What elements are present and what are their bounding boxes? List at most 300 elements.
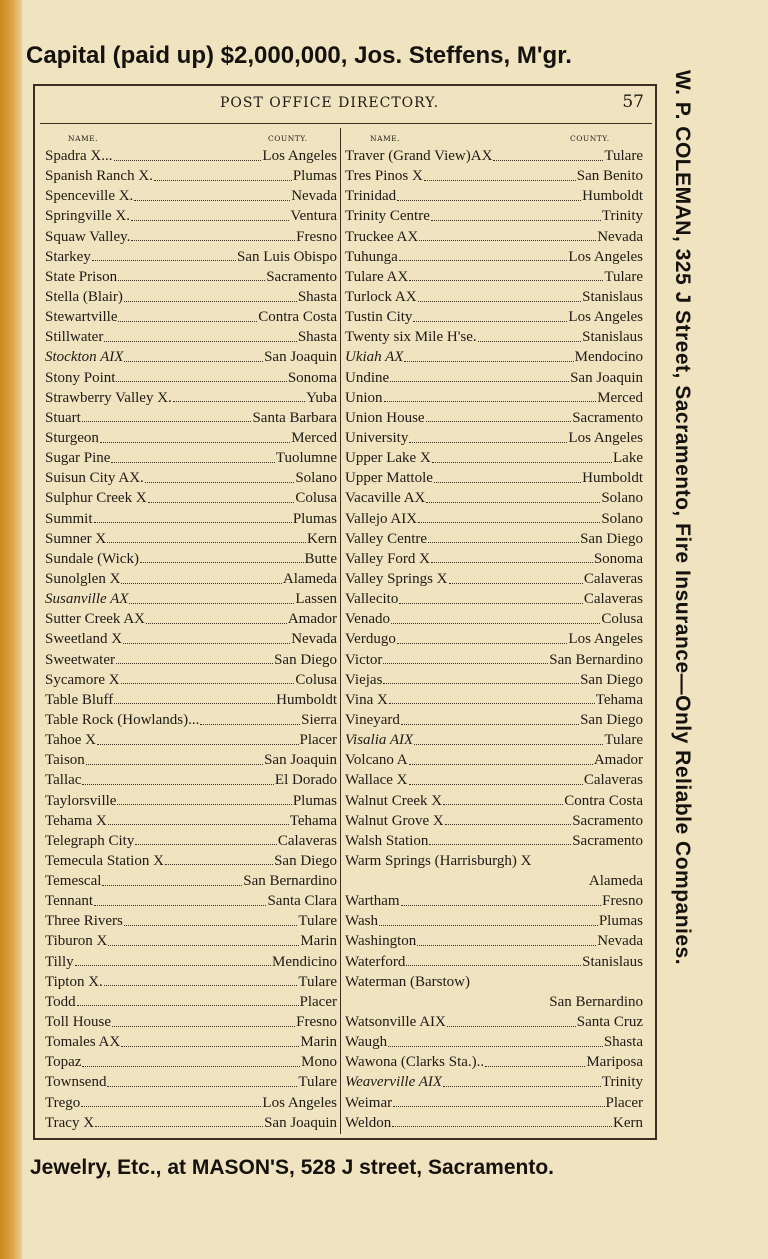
dot-leader: [449, 583, 583, 584]
directory-entry: [345, 428, 643, 448]
county-name: Mariposa: [586, 1054, 643, 1071]
place-name: Summit: [45, 510, 93, 527]
dot-leader: [431, 562, 593, 563]
county-name: Fresno: [296, 1014, 337, 1031]
directory-entry: [345, 871, 643, 891]
directory-entry: [345, 488, 643, 508]
dot-leader: [417, 945, 596, 946]
dot-leader: [406, 965, 581, 966]
place-name: Sutter Creek AX: [45, 611, 145, 628]
dot-leader: [97, 744, 299, 745]
county-name: Ventura: [290, 208, 337, 225]
county-name: Merced: [597, 389, 643, 406]
place-name: Sunolglen X: [45, 570, 121, 587]
directory-entry: [345, 770, 643, 790]
dot-leader: [392, 1126, 612, 1127]
directory-entry: [45, 710, 337, 730]
county-name: Amador: [593, 752, 643, 769]
directory-entry: [45, 972, 337, 992]
county-name: San Diego: [580, 711, 643, 728]
dot-leader: [118, 280, 265, 281]
directory-entry: [345, 911, 643, 931]
county-name: San Benito: [576, 168, 643, 185]
directory-entry: [345, 408, 643, 428]
county-name: Sonoma: [287, 369, 337, 386]
place-name: Sugar Pine: [45, 450, 111, 467]
directory-entry: [45, 750, 337, 770]
county-name: Trinity: [601, 1074, 643, 1091]
dot-leader: [445, 824, 571, 825]
county-name: Plumas: [292, 168, 337, 185]
county-name: Shasta: [297, 288, 337, 305]
dot-leader: [173, 401, 305, 402]
place-name: Trego: [45, 1094, 81, 1111]
dot-leader: [404, 361, 573, 362]
directory-entry: [45, 287, 337, 307]
place-name: Valley Centre: [345, 530, 428, 547]
directory-entry: [345, 1072, 643, 1092]
dot-leader: [145, 482, 295, 483]
dot-leader: [121, 683, 295, 684]
place-name: Upper Mattole: [345, 470, 433, 487]
directory-entry: [345, 388, 643, 408]
place-name: Sundale (Wick): [45, 550, 139, 567]
dot-leader: [409, 784, 583, 785]
right-directory-column: [345, 146, 643, 1133]
dot-leader: [390, 381, 569, 382]
place-name: Table Bluff: [45, 691, 114, 708]
place-name: Truckee AX: [345, 228, 419, 245]
dot-leader: [117, 804, 291, 805]
directory-entry: [45, 408, 337, 428]
place-name: Tahoe X: [45, 732, 97, 749]
directory-entry: [45, 227, 337, 247]
directory-entry: [45, 952, 337, 972]
county-name: Amador: [287, 611, 337, 628]
directory-entry: [345, 1113, 643, 1133]
directory-entry: [345, 307, 643, 327]
county-name: Kern: [307, 530, 337, 547]
directory-entry: [45, 347, 337, 367]
county-name: Tulare: [298, 1074, 337, 1091]
dot-leader: [146, 623, 287, 624]
dot-leader: [393, 1106, 604, 1107]
directory-entry: [345, 287, 643, 307]
directory-entry: [345, 529, 643, 549]
county-name: Los Angeles: [568, 248, 643, 265]
place-name: Stuart: [45, 409, 81, 426]
dot-leader: [111, 462, 274, 463]
directory-entry: [45, 1093, 337, 1113]
dot-leader: [413, 321, 567, 322]
directory-entry: [345, 952, 643, 972]
place-name: Townsend: [45, 1074, 107, 1091]
dot-leader: [82, 784, 273, 785]
dot-leader: [493, 160, 603, 161]
place-name: Stella (Blair): [45, 288, 123, 305]
dot-leader: [434, 482, 581, 483]
county-name: San Bernardino: [549, 651, 643, 668]
directory-entry: [45, 811, 337, 831]
directory-entry: [345, 730, 643, 750]
county-name: Lassen: [295, 591, 337, 608]
county-name: Tulare: [604, 732, 643, 749]
dot-leader: [94, 905, 266, 906]
county-name: Sierra: [301, 711, 337, 728]
place-name: Walnut Grove X: [345, 812, 444, 829]
directory-entry: [45, 629, 337, 649]
dot-leader: [123, 643, 290, 644]
directory-entry: [345, 972, 643, 992]
directory-entry: [345, 750, 643, 770]
directory-entry: [345, 851, 643, 871]
directory-entry: [45, 609, 337, 629]
dot-leader: [77, 1005, 299, 1006]
dot-leader: [121, 1046, 299, 1047]
directory-entry: [345, 267, 643, 287]
dot-leader: [409, 442, 567, 443]
place-name: State Prison: [45, 268, 118, 285]
county-name: Calaveras: [583, 772, 643, 789]
county-name: Los Angeles: [262, 1094, 337, 1111]
place-name: Sulphur Creek X: [45, 490, 147, 507]
county-name: Marin: [300, 1034, 337, 1051]
directory-entry: [345, 227, 643, 247]
directory-entry: [345, 468, 643, 488]
place-name: Weaverville AIX: [345, 1074, 443, 1091]
directory-entry: [345, 368, 643, 388]
dot-leader: [148, 502, 295, 503]
place-name: Tustin City: [345, 309, 413, 326]
county-name: Calaveras: [583, 591, 643, 608]
county-name: Nevada: [597, 933, 643, 950]
place-name: Taison: [45, 752, 85, 769]
county-name: Los Angeles: [262, 148, 337, 164]
directory-entry: [345, 347, 643, 367]
dot-leader: [95, 1126, 263, 1127]
county-name: San Luis Obispo: [236, 248, 337, 265]
county-name: Los Angeles: [568, 631, 643, 648]
directory-entry: [45, 690, 337, 710]
directory-entry: [45, 871, 337, 891]
dot-leader: [114, 160, 262, 161]
county-name: Sacramento: [572, 832, 643, 849]
directory-entry: [345, 589, 643, 609]
dot-leader: [431, 220, 601, 221]
place-name: Ukiah AX: [345, 349, 404, 366]
place-name: Tiburon X: [45, 933, 108, 950]
place-name: Strawberry Valley X.: [45, 389, 172, 406]
directory-entry: [45, 992, 337, 1012]
county-name: Sacramento: [572, 409, 643, 426]
dot-leader: [418, 301, 582, 302]
directory-entry: [45, 1113, 337, 1133]
dot-leader: [401, 724, 579, 725]
dot-leader: [154, 180, 292, 181]
directory-entry: [45, 891, 337, 911]
county-name: Solano: [601, 490, 643, 507]
dot-leader: [383, 683, 579, 684]
place-name: Weimar: [345, 1094, 393, 1111]
place-name: Stillwater: [45, 329, 104, 346]
county-name: Sacramento: [572, 812, 643, 829]
dot-leader: [131, 240, 295, 241]
place-name: Vina X: [345, 691, 388, 708]
dot-leader: [82, 1066, 300, 1067]
running-header: [40, 92, 652, 118]
county-name: Fresno: [296, 228, 337, 245]
bottom-advertisement-banner: Jewelry, Etc., at MASON'S, 528 J street, Sacramento.: [30, 1156, 554, 1179]
county-name: San Bernardino: [549, 993, 643, 1010]
directory-entry: [345, 1012, 643, 1032]
dot-leader: [112, 1026, 295, 1027]
county-name: Tehama: [595, 691, 643, 708]
county-name: Trinity: [601, 208, 643, 225]
dot-leader: [447, 1026, 576, 1027]
column-divider: [340, 128, 341, 1134]
place-name: Viejas: [345, 671, 383, 688]
directory-entry: [345, 791, 643, 811]
county-name: Shasta: [603, 1034, 643, 1051]
place-name: Sycamore X: [45, 671, 120, 688]
county-name: El Dorado: [274, 772, 337, 789]
place-name: Tipton X.: [45, 973, 103, 990]
place-name: Springville X.: [45, 208, 130, 225]
place-name: Tres Pinos X: [345, 168, 423, 185]
place-name: Turlock AX: [345, 288, 417, 305]
county-name: Sonoma: [593, 550, 643, 567]
place-name: Twenty six Mile H'se.: [345, 329, 477, 346]
directory-entry: [345, 992, 643, 1012]
dot-leader: [389, 703, 595, 704]
directory-entry: [45, 186, 337, 206]
dot-leader: [100, 442, 290, 443]
left-county-header: COUNTY.: [268, 134, 308, 143]
place-name: Upper Lake X: [345, 450, 431, 467]
county-name: Plumas: [292, 792, 337, 809]
place-name: Wartham: [345, 893, 400, 910]
county-name: Mendocino: [574, 349, 643, 366]
county-name: San Diego: [580, 530, 643, 547]
header-rule: [40, 123, 652, 124]
directory-entry: [345, 891, 643, 911]
dot-leader: [443, 804, 563, 805]
county-name: San Joaquin: [264, 752, 337, 769]
place-name: Union House: [345, 409, 425, 426]
directory-entry: [45, 327, 337, 347]
county-name: Butte: [304, 550, 337, 567]
place-name: Tracy X: [45, 1114, 95, 1131]
county-name: Stanislaus: [582, 329, 643, 346]
dot-leader: [165, 864, 273, 865]
directory-entry: [45, 166, 337, 186]
county-name: Mendicino: [272, 953, 337, 970]
county-name: San Diego: [274, 651, 337, 668]
dot-leader: [92, 260, 236, 261]
county-name: Colusa: [601, 611, 643, 628]
dot-leader: [443, 1086, 601, 1087]
dot-leader: [485, 1066, 585, 1067]
place-name: Valley Springs X: [345, 570, 448, 587]
page-number: 57: [622, 92, 644, 112]
county-name: Tuolumne: [275, 450, 337, 467]
directory-entry: [345, 549, 643, 569]
county-name: San Joaquin: [264, 1114, 337, 1131]
dot-leader: [383, 663, 548, 664]
county-name: Marin: [300, 933, 337, 950]
place-name: Wawona (Clarks Sta.)..: [345, 1054, 485, 1071]
place-name: Vallecito: [345, 591, 399, 608]
county-name: Nevada: [291, 188, 337, 205]
place-name: Trinidad: [345, 188, 397, 205]
place-name: Walsh Station: [345, 832, 429, 849]
county-name: Calaveras: [583, 570, 643, 587]
dot-leader: [116, 381, 286, 382]
place-name: Tallac: [45, 772, 82, 789]
place-name: Spenceville X.: [45, 188, 134, 205]
dot-leader: [134, 200, 290, 201]
place-name: Waterford: [345, 953, 406, 970]
county-name: Placer: [605, 1094, 643, 1111]
directory-entry: [345, 831, 643, 851]
dot-leader: [409, 280, 603, 281]
dot-leader: [82, 421, 252, 422]
place-name: Sweetland X: [45, 631, 123, 648]
county-name: San Diego: [580, 671, 643, 688]
place-name: Victor: [345, 651, 383, 668]
county-name: Alameda: [282, 570, 337, 587]
dot-leader: [108, 945, 299, 946]
directory-entry: [45, 831, 337, 851]
directory-entry: [45, 468, 337, 488]
county-name: Fresno: [602, 893, 643, 910]
directory-entry: [45, 428, 337, 448]
county-name: Placer: [299, 732, 337, 749]
place-name: Walnut Creek X: [345, 792, 443, 809]
dot-leader: [401, 905, 602, 906]
county-name: Plumas: [598, 913, 643, 930]
county-name: Shasta: [297, 329, 337, 346]
dot-leader: [428, 542, 579, 543]
directory-entry: [345, 569, 643, 589]
directory-entry: [345, 146, 643, 166]
county-name: Nevada: [291, 631, 337, 648]
dot-leader: [104, 985, 298, 986]
dot-leader: [478, 341, 582, 342]
place-name: Sumner X: [45, 530, 107, 547]
directory-entry: [45, 589, 337, 609]
county-name: San Joaquin: [264, 349, 337, 366]
place-name: Tennant: [45, 893, 94, 910]
county-name: San Bernardino: [243, 873, 337, 890]
county-name: Plumas: [292, 510, 337, 527]
directory-entry: [45, 549, 337, 569]
directory-entry: [45, 448, 337, 468]
place-name: Stockton AIX: [45, 349, 124, 366]
place-name: Tuhunga: [345, 248, 398, 265]
directory-entry: [45, 267, 337, 287]
dot-leader: [121, 583, 281, 584]
place-name: Vineyard: [345, 711, 400, 728]
directory-entry: [345, 1032, 643, 1052]
dot-leader: [124, 301, 297, 302]
dot-leader: [116, 663, 273, 664]
directory-entry: [45, 851, 337, 871]
dot-leader: [108, 824, 289, 825]
place-name: Spadra X...: [45, 148, 113, 164]
dot-leader: [129, 603, 294, 604]
directory-entry: [45, 1052, 337, 1072]
place-name: Visalia AIX: [345, 732, 414, 749]
dot-leader: [135, 844, 277, 845]
directory-entry: [45, 488, 337, 508]
place-name: Toll House: [45, 1014, 112, 1031]
place-name: Tulare AX: [345, 268, 409, 285]
county-name: Solano: [601, 510, 643, 527]
dot-leader: [418, 522, 600, 523]
place-name: Tilly: [45, 953, 74, 970]
running-title: POST OFFICE DIRECTORY.: [220, 95, 440, 111]
dot-leader: [118, 321, 257, 322]
place-name: Table Rock (Howlands)...: [45, 711, 200, 728]
directory-entry: [345, 327, 643, 347]
place-name: Suisun City AX.: [45, 470, 144, 487]
directory-entry: [45, 911, 337, 931]
place-name: Taylorsville: [45, 792, 117, 809]
place-name: Weldon: [345, 1114, 392, 1131]
dot-leader: [424, 180, 576, 181]
county-name: Humboldt: [582, 188, 643, 205]
county-name: Santa Barbara: [252, 409, 337, 426]
place-name: Temecula Station X: [45, 852, 164, 869]
dot-leader: [399, 603, 583, 604]
dot-leader: [102, 885, 242, 886]
place-name: Vallejo AIX: [345, 510, 418, 527]
directory-entry: [345, 811, 643, 831]
directory-entry: [345, 166, 643, 186]
county-name: Mono: [301, 1054, 337, 1071]
directory-entry: [45, 670, 337, 690]
county-name: Humboldt: [582, 470, 643, 487]
county-name: Placer: [299, 993, 337, 1010]
dot-leader: [426, 502, 600, 503]
directory-entry: [45, 247, 337, 267]
dot-leader: [388, 1046, 603, 1047]
directory-entry: [345, 710, 643, 730]
place-name: Wallace X: [345, 772, 408, 789]
county-name: Colusa: [295, 490, 337, 507]
place-name: Union: [345, 389, 383, 406]
county-name: Tulare: [298, 973, 337, 990]
directory-entry: [345, 186, 643, 206]
place-name: Starkey: [45, 248, 91, 265]
directory-entry: [45, 730, 337, 750]
dot-leader: [414, 744, 603, 745]
directory-entry: [45, 529, 337, 549]
directory-entry: [45, 931, 337, 951]
dot-leader: [429, 844, 571, 845]
dot-leader: [81, 1106, 261, 1107]
county-name: Alameda: [588, 873, 643, 890]
county-name: Contra Costa: [564, 792, 643, 809]
dot-leader: [426, 421, 572, 422]
county-name: Tulare: [298, 913, 337, 930]
dot-leader: [397, 200, 581, 201]
directory-entry: [345, 609, 643, 629]
county-name: Kern: [613, 1114, 643, 1131]
directory-entry: [345, 1093, 643, 1113]
place-name: Volcano A: [345, 752, 408, 769]
